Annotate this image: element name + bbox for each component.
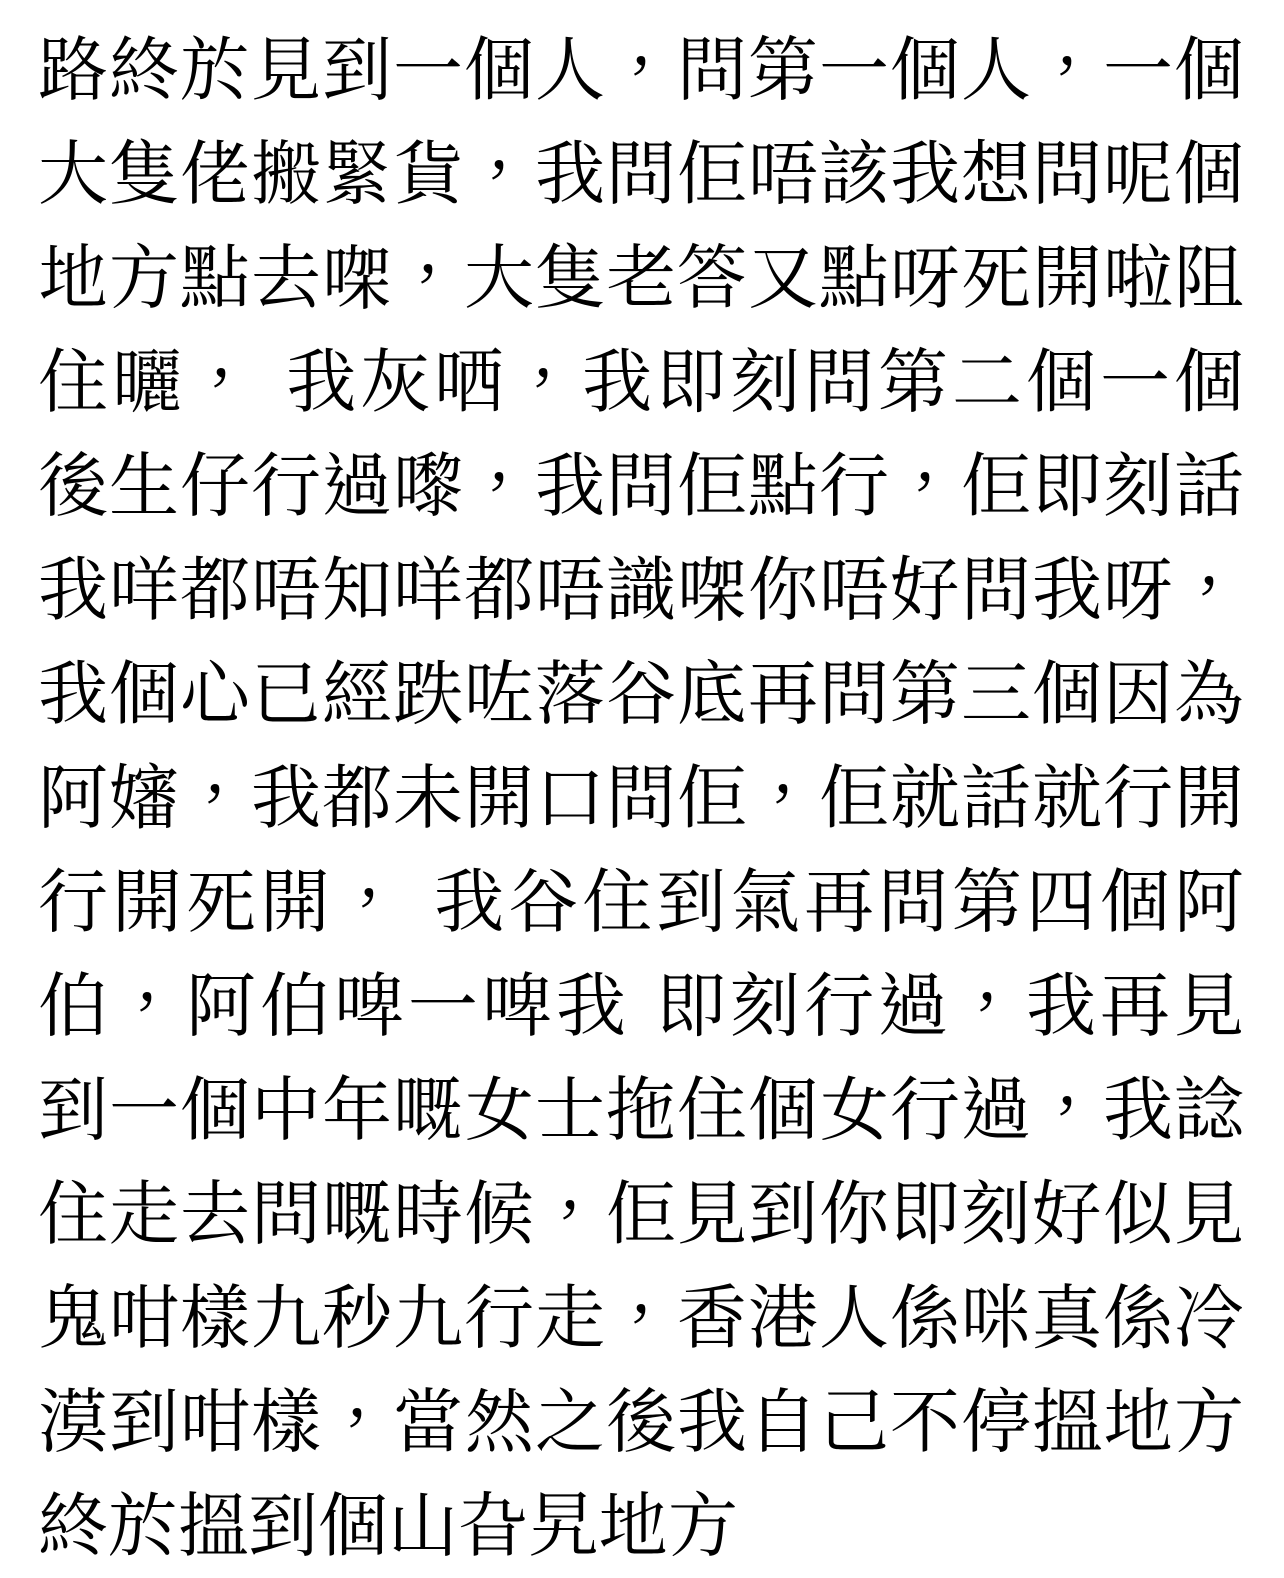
document-paragraph: 路終於見到一個人，問第一個人，一個大隻佬搬緊貨，我問佢唔該我想問呢個地方點去㗎，大隻老答又點呀死開啦阻住曬， 我灰哂，我即刻問第二個一個後生仔行過嚟，我問佢點行，佢即刻話我咩都唔知咩都唔識㗎你唔好問我呀，我個心已經跌咗落谷底再問第三個因為阿嬸，我都未開口問佢，佢就話就行開行開死開， 我谷住到氣再問第四個阿伯，阿伯啤一啤我 即刻行過，我再見到一個中年嘅女士拖住個女行過，我諗住走去問嘅時候，佢見到你即刻好似見鬼咁樣九秒九行走，香港人係咪真係冷漠到咁樣，當然之後我自己不停搵地方終於搵到個山旮旯地方 — [38, 29, 1244, 1567]
